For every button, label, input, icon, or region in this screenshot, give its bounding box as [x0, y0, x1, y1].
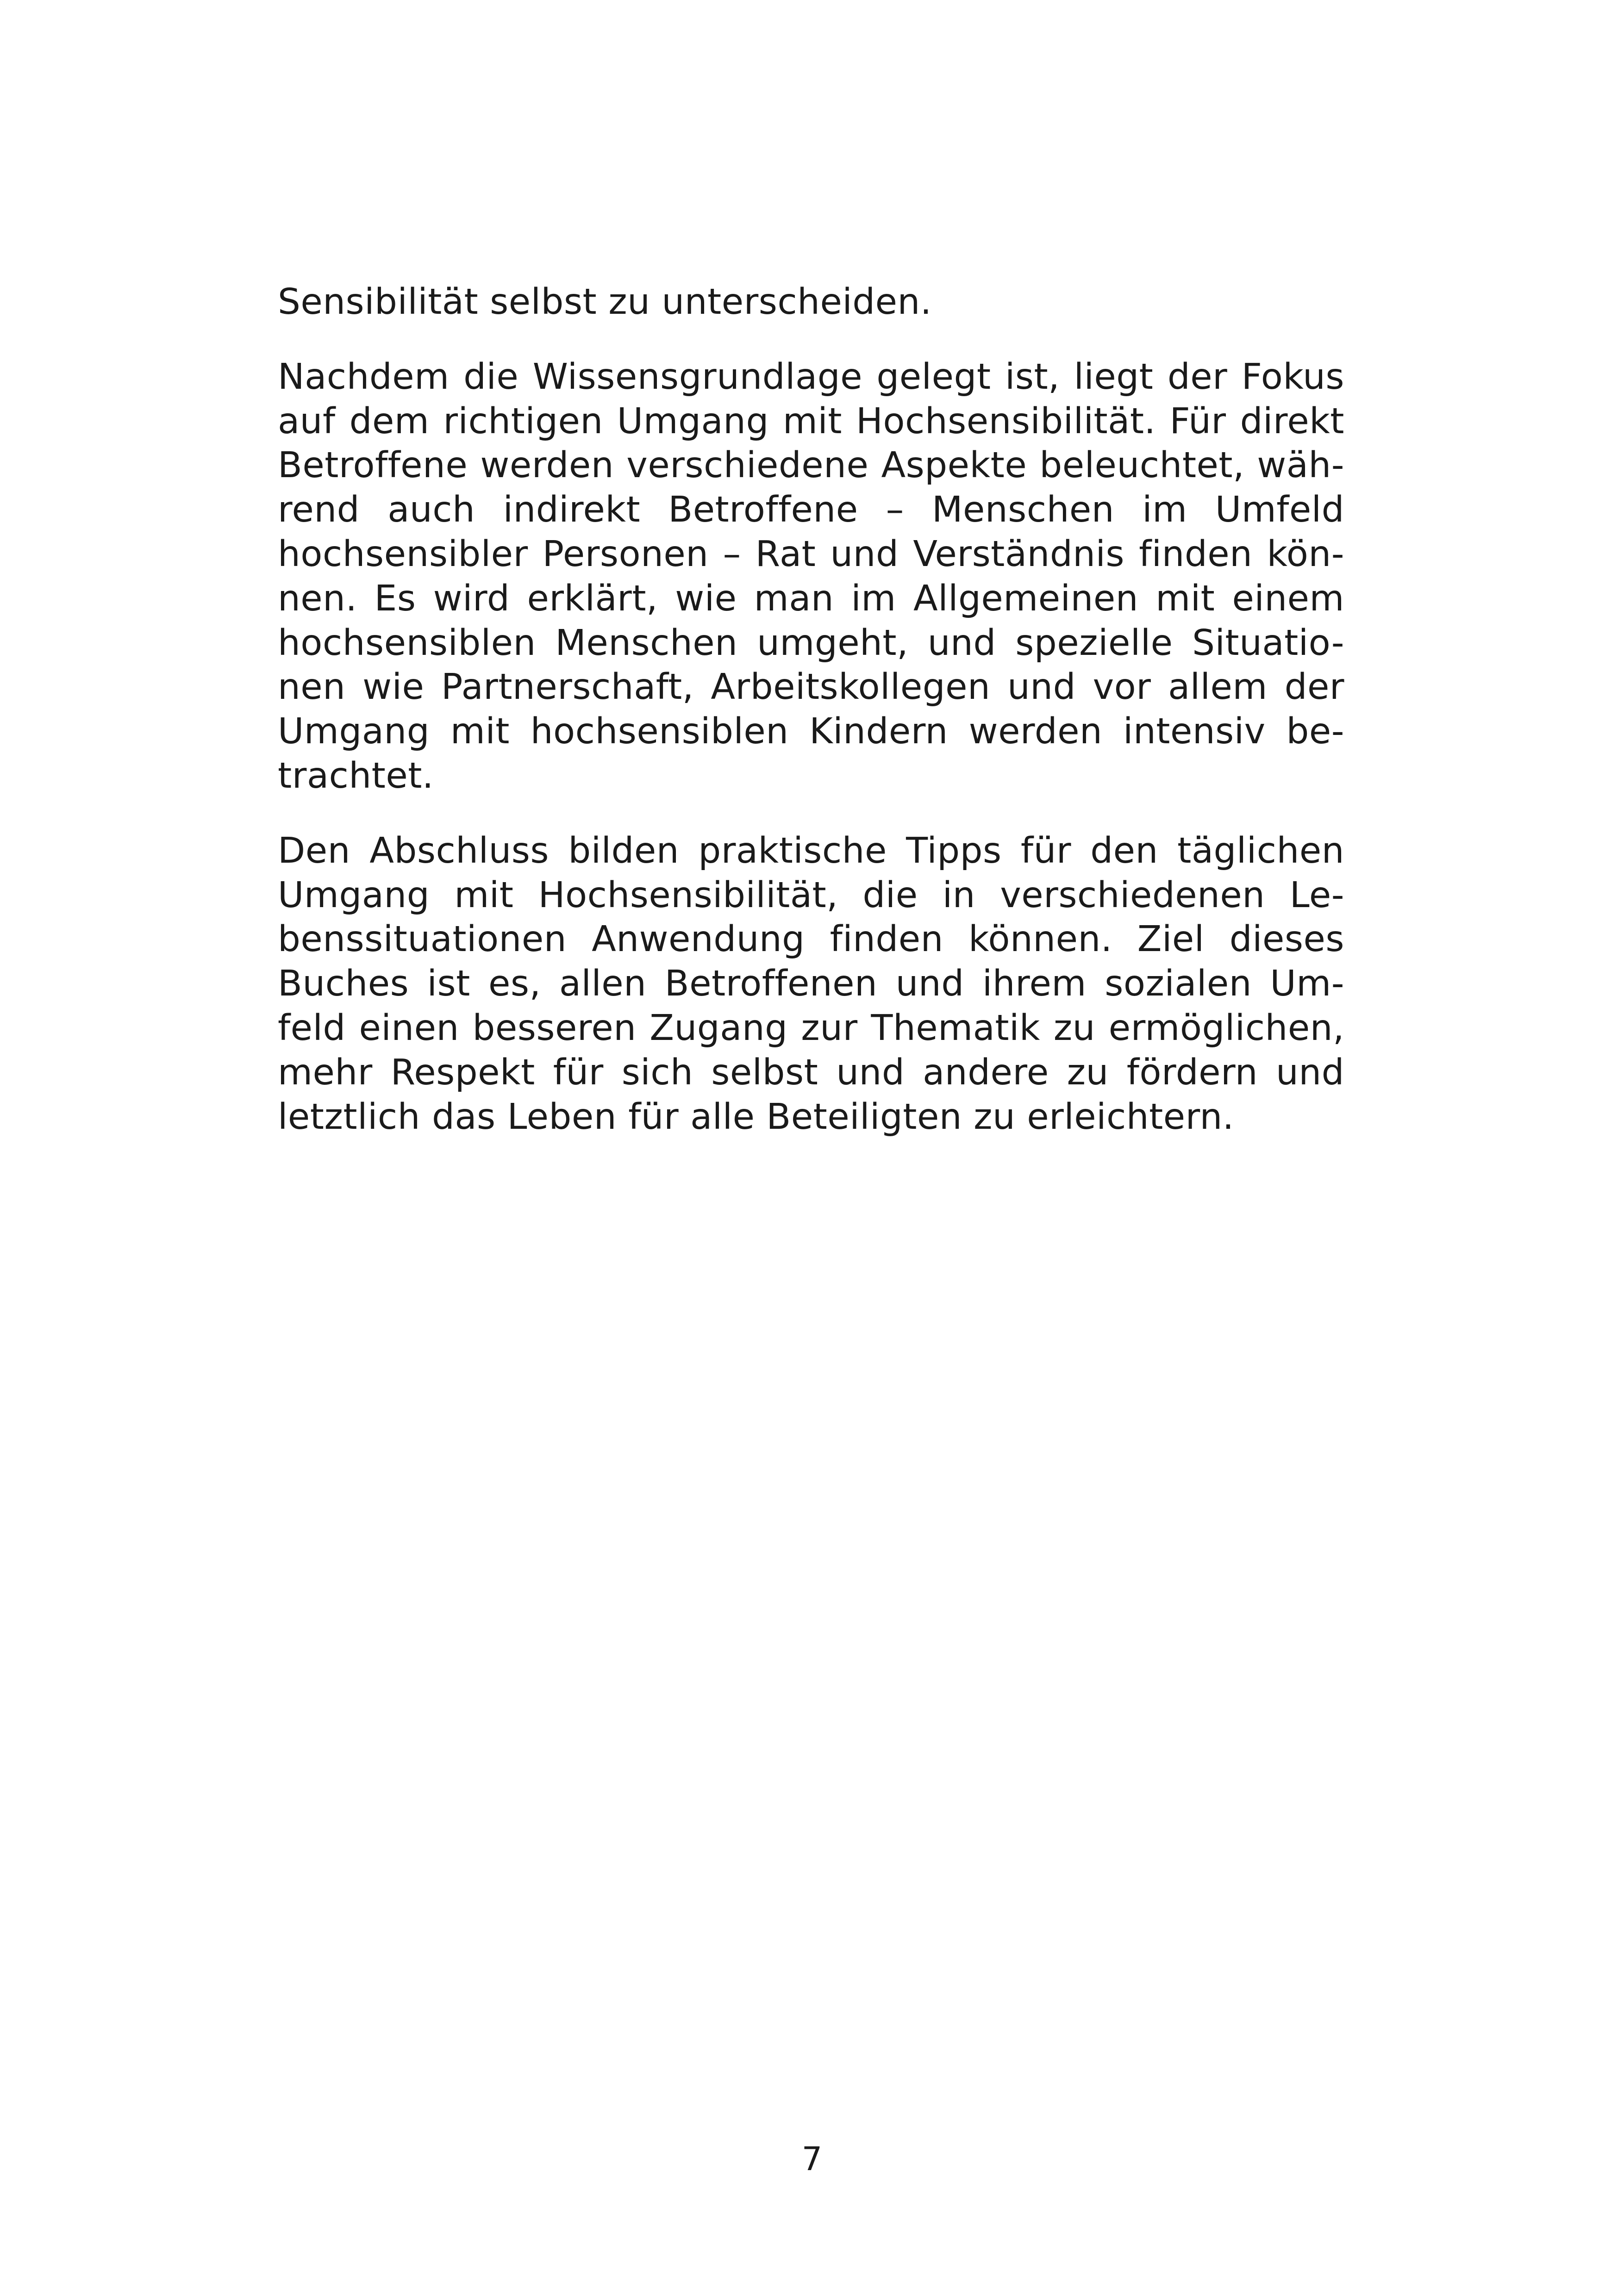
text-line: benssituationen Anwendung finden können. Ziel dieses — [278, 919, 1344, 960]
text-line: nen. Es wird erklärt, wie man im Allgemeinen mit einem — [278, 578, 1344, 619]
text-line: Betroffene werden verschiedene Aspekte beleuchtet, wäh- — [278, 445, 1344, 486]
text-line: Sensibilität selbst zu unterscheiden. — [278, 281, 932, 323]
text-line: Nachdem die Wissensgrundlage gelegt ist, liegt der Fokus — [278, 356, 1344, 398]
text-line: auf dem richtigen Umgang mit Hochsensibilität. Für direkt — [278, 400, 1344, 442]
text-line: Umgang mit hochsensiblen Kindern werden intensiv be- — [278, 711, 1344, 753]
text-line: Buches ist es, allen Betroffenen und ihrem sozialen Um- — [278, 963, 1344, 1005]
page-number: 7 — [801, 2140, 823, 2178]
text-line: hochsensiblen Menschen umgeht, und spezielle Situatio- — [278, 622, 1344, 664]
paragraph-spacing — [278, 324, 1344, 355]
body-text — [278, 280, 1344, 1139]
paragraph-1 — [278, 280, 1344, 324]
text-line: mehr Respekt für sich selbst und andere zu fördern und — [278, 1052, 1344, 1093]
text-line: hochsensibler Personen – Rat und Verständnis finden kön- — [278, 533, 1344, 575]
text-line: nen wie Partnerschaft, Arbeitskollegen und vor allem der — [278, 666, 1344, 708]
paragraph-3 — [278, 829, 1344, 1139]
text-line: rend auch indirekt Betroffene – Menschen im Umfeld — [278, 489, 1344, 531]
text-line: letztlich das Leben für alle Beteiligten zu erleichtern. — [278, 1096, 1234, 1138]
text-line: trachtet. — [278, 755, 434, 796]
text-line: Umgang mit Hochsensibilität, die in verschiedenen Le- — [278, 874, 1344, 916]
paragraph-2 — [278, 355, 1344, 798]
paragraph-spacing — [278, 798, 1344, 829]
text-line: Den Abschluss bilden praktische Tipps für den täglichen — [278, 830, 1344, 871]
text-line: feld einen besseren Zugang zur Thematik zu ermöglichen, — [278, 1007, 1344, 1049]
